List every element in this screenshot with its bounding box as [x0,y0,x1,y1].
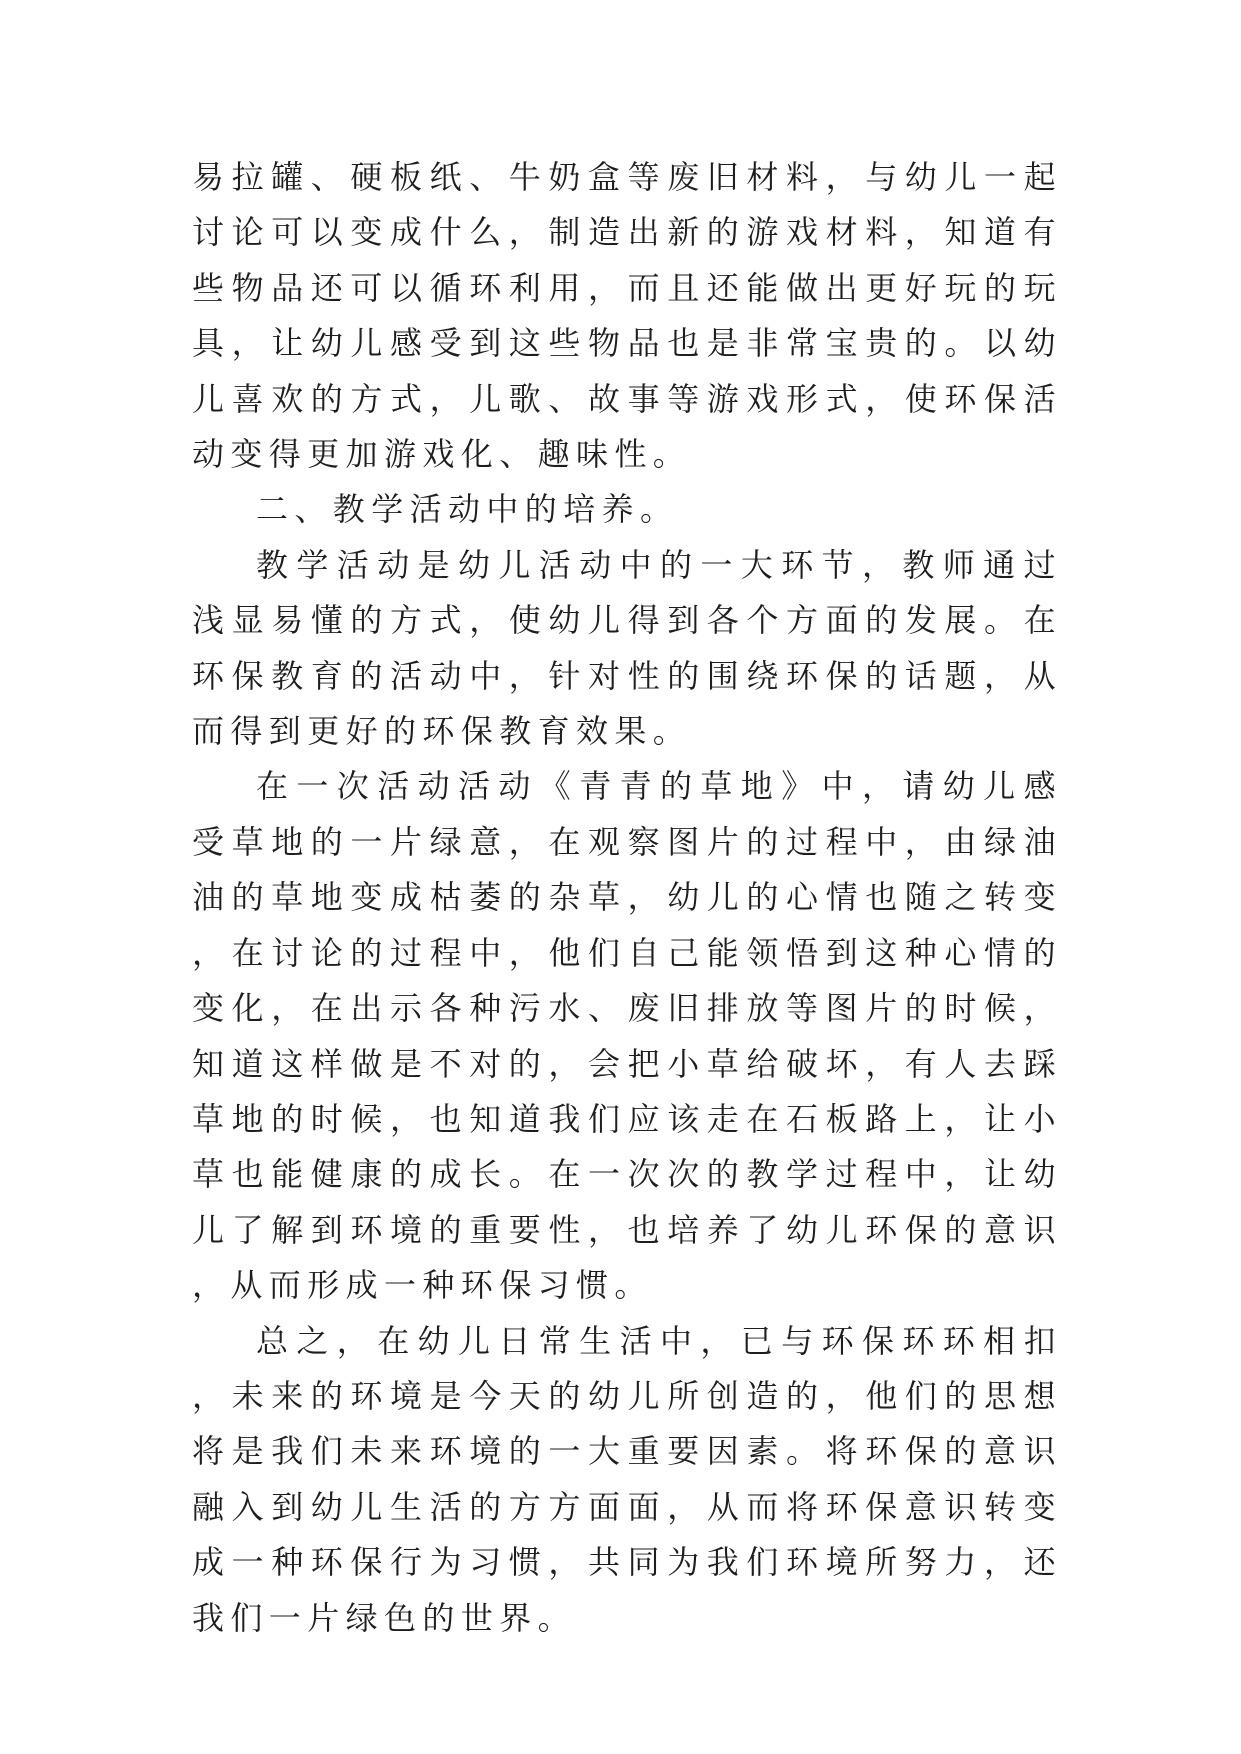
paragraph-continuation: 易拉罐、硬板纸、牛奶盒等废旧材料，与幼儿一起讨论可以变成什么，制造出新的游戏材料，知道有些物品还可以循环利用，而且还能做出更好玩的玩具，让幼儿感受到这些物品也是非常宝贵的。以幼儿喜欢的方式，儿歌、故事等游戏形式，使环保活动变得更加游戏化、趣味性。 [192,158,1062,474]
paragraph-conclusion: 总之，在幼儿日常生活中，已与环保环环相扣，未来的环境是今天的幼儿所创造的，他们的思想将是我们未来环境的一大重要因素。将环保的意识融入到幼儿生活的方方面面，从而将环保意识转变成一种环保行为习惯，共同为我们环境所努力，还我们一片绿色的世界。 [192,1321,1062,1637]
paragraph-grassland-activity: 在一次活动活动《青青的草地》中，请幼儿感受草地的一片绿意，在观察图片的过程中，由绿油油的草地变成枯萎的杂草，幼儿的心情也随之转变，在讨论的过程中，他们自己能领悟到这种心情的变化，在出示各种污水、废旧排放等图片的时候，知道这样做是不对的，会把小草给破坏，有人去踩草地的时候，也知道我们应该走在石板路上，让小草也能健康的成长。在一次次的教学过程中，让幼儿了解到环境的重要性，也培养了幼儿环保的意识，从而形成一种环保习惯。 [192,767,1062,1305]
section-heading: 二、教学活动中的培养。 [256,490,679,529]
document-body [192,150,1062,1646]
paragraph-teaching-activities: 教学活动是幼儿活动中的一大环节，教师通过浅显易懂的方式，使幼儿得到各个方面的发展。在环保教育的活动中，针对性的围绕环保的话题，从而得到更好的环保教育效果。 [192,545,1062,751]
